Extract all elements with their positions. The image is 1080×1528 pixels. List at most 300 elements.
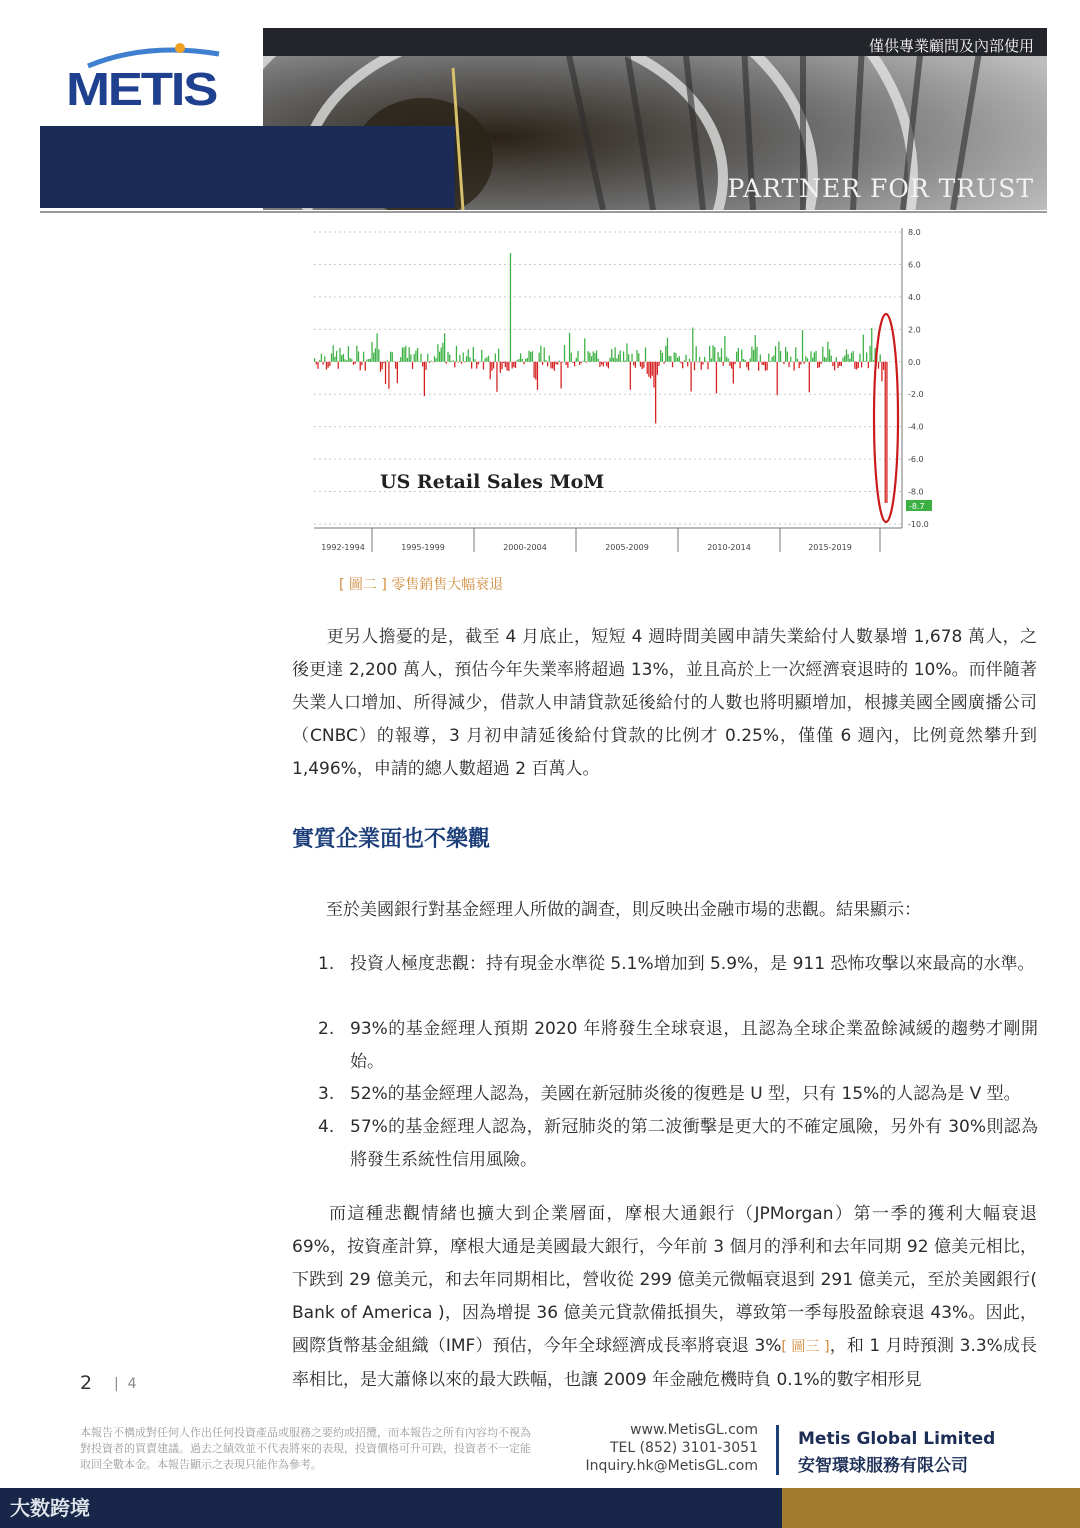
chart-bar <box>665 346 666 362</box>
chart-bar <box>559 361 560 362</box>
list-text: 投資人極度悲觀：持有現金水準從 5.1%增加到 5.9%，是 911 恐怖攻擊以來最高的水準。 <box>350 954 1035 974</box>
chart-bar <box>815 351 816 362</box>
chart-bar <box>442 343 443 362</box>
chart-bar <box>523 362 524 364</box>
chart-bar <box>844 356 845 362</box>
website-link[interactable]: www.MetisGL.com <box>630 1422 758 1438</box>
chart-bar <box>496 362 497 392</box>
chart-bar <box>685 355 686 362</box>
chart-bar <box>873 360 874 362</box>
chart-bar <box>851 353 852 362</box>
chart-bar <box>812 358 813 362</box>
chart-bar <box>464 362 465 363</box>
chart-bar <box>476 362 477 369</box>
company-name-zh: 安智環球服務有限公司 <box>798 1456 968 1476</box>
chart-bar <box>608 362 609 369</box>
footer-gold-block <box>782 1488 1080 1528</box>
chart-bar <box>446 362 447 364</box>
chart-bar <box>670 356 671 362</box>
chart-bar <box>478 362 479 365</box>
chart-bar <box>790 357 791 362</box>
chart-bar <box>393 362 394 363</box>
chart-bar <box>458 362 459 363</box>
chart-bar <box>881 362 882 381</box>
y-tick-label: 8.0 <box>908 228 921 237</box>
chart-bar <box>853 351 854 362</box>
chart-bar <box>479 362 480 363</box>
chart-bar <box>883 362 884 370</box>
chart-bar <box>647 362 648 374</box>
chart-bar <box>620 350 621 361</box>
chart-bar <box>409 347 410 362</box>
chart-bar <box>836 357 837 361</box>
chart-bar <box>322 362 323 365</box>
chart-bar <box>863 335 864 362</box>
chart-bar <box>356 346 357 362</box>
chart-bar <box>761 362 762 365</box>
chart-bar <box>572 362 573 363</box>
chart-bar <box>344 359 345 362</box>
chart-bar <box>616 358 617 361</box>
chart-bar <box>631 354 632 362</box>
chart-bar <box>650 362 651 379</box>
chart-bar <box>429 362 430 363</box>
chart-bar <box>361 362 362 365</box>
x-tick-label: 1992-1994 <box>321 543 365 552</box>
chart-bar <box>623 351 624 361</box>
chart-bar <box>648 362 649 377</box>
chart-bar <box>692 328 693 362</box>
chart-bar <box>694 362 695 370</box>
chart-bar <box>569 333 570 362</box>
y-tick-label: -8.0 <box>908 487 924 497</box>
chart-bar <box>822 347 823 362</box>
chart-bar <box>679 356 680 362</box>
last-value-label: -8.7 <box>909 502 925 511</box>
y-tick-label: 2.0 <box>908 325 921 335</box>
chart-bar <box>626 343 627 361</box>
chart-bar <box>371 342 372 362</box>
chart-bar <box>802 330 803 362</box>
chart-bar <box>807 358 808 361</box>
chart-bar <box>522 359 523 362</box>
chart-bar <box>787 352 788 362</box>
chart-bar <box>358 351 359 361</box>
chart-bar <box>827 342 828 362</box>
chart-bar <box>728 358 729 361</box>
chart-bar <box>869 346 870 362</box>
chart-bar <box>441 347 442 361</box>
y-tick-label: 4.0 <box>908 292 921 302</box>
chart-bar <box>768 354 769 362</box>
chart-bar <box>425 362 426 370</box>
chart-bar <box>451 361 452 362</box>
chart-bar <box>755 335 756 362</box>
figure-ref-3[interactable]: [ 圖三 ] <box>781 1339 830 1355</box>
chart-bar <box>640 362 641 367</box>
chart-bar <box>756 347 757 362</box>
chart-bar <box>527 358 528 362</box>
chart-bar <box>400 357 401 362</box>
chart-bar <box>587 351 588 362</box>
chart-bar <box>339 348 340 362</box>
chart-bar <box>658 362 659 366</box>
chart-bar <box>606 362 607 366</box>
chart-bar <box>316 362 317 365</box>
chart-bar <box>469 357 470 362</box>
chart-bar <box>726 357 727 362</box>
chart-bar <box>508 362 509 371</box>
chart-bar <box>636 350 637 362</box>
chart-bar <box>743 359 744 362</box>
chart-bar <box>739 362 740 368</box>
chart-bar <box>395 362 396 369</box>
chart-bar <box>550 362 551 369</box>
chart-bar <box>690 362 691 392</box>
chart-bar <box>704 357 705 362</box>
chart-bar <box>346 360 347 362</box>
chart-bar <box>326 362 327 370</box>
chart-bar <box>360 362 361 370</box>
chart-bar <box>474 359 475 362</box>
chart-bar <box>533 362 534 378</box>
chart-bar <box>334 357 335 362</box>
chart-bar <box>353 362 354 365</box>
chart-bar <box>711 359 712 362</box>
chart-bar <box>324 356 325 361</box>
chart-bar <box>859 354 860 362</box>
chart-bar <box>338 362 339 369</box>
chart-bar <box>560 362 561 389</box>
chart-bar <box>368 359 369 362</box>
page-total: | 4 <box>114 1376 137 1392</box>
chart-bar <box>405 346 406 362</box>
chart-bar <box>609 358 610 362</box>
chart-bar <box>584 338 585 361</box>
chart-bar <box>689 359 690 362</box>
chart-bar <box>349 358 350 362</box>
chart-bar <box>778 342 779 362</box>
chart-bar <box>684 360 685 361</box>
chart-bar <box>834 362 835 371</box>
chart-bar <box>557 362 558 365</box>
chart-bar <box>510 253 511 362</box>
retail-sales-chart <box>300 222 940 562</box>
chart-bar <box>424 362 425 396</box>
chart-bar <box>709 346 710 362</box>
chart-bar <box>858 362 859 368</box>
chart-bar <box>485 358 486 361</box>
chart-bar <box>653 362 654 388</box>
page-total-value: 4 <box>127 1376 137 1392</box>
chart-bar <box>724 336 725 362</box>
chart-bar <box>388 362 389 389</box>
caption-ref: [ 圖二 ] <box>339 577 387 593</box>
chart-bar <box>341 355 342 362</box>
chart-bar <box>515 362 516 368</box>
chart-bar <box>817 362 818 368</box>
x-tick-label: 2005-2009 <box>605 543 649 552</box>
chart-bar <box>760 354 761 361</box>
chart-bar <box>847 354 848 362</box>
chart-bar <box>721 348 722 362</box>
chart-bar <box>375 348 376 361</box>
chart-bar <box>829 349 830 361</box>
chart-bar <box>415 351 416 362</box>
chart-bar <box>630 362 631 390</box>
chart-bar <box>365 362 366 371</box>
chart-bar <box>328 362 329 368</box>
chart-bar <box>770 361 771 362</box>
chart-bar <box>780 351 781 362</box>
chart-bar <box>618 354 619 361</box>
chart-bar <box>436 358 437 361</box>
chart-bar <box>800 362 801 365</box>
chart-bar <box>314 358 315 362</box>
chart-bar <box>517 360 518 362</box>
chart-bar <box>363 352 364 362</box>
chart-bar <box>456 346 457 362</box>
chart-bar <box>505 362 506 367</box>
contact-info <box>560 1421 758 1475</box>
chart-bar <box>503 362 504 363</box>
chart-bar <box>596 350 597 361</box>
chart-bar <box>473 347 474 362</box>
chart-bar <box>772 357 773 362</box>
chart-bar <box>856 362 857 370</box>
chart-bar <box>420 354 421 362</box>
chart-bar <box>506 362 507 371</box>
chart-bar <box>376 333 377 361</box>
chart-bar <box>378 349 379 361</box>
chart-bar <box>795 347 796 361</box>
chart-bar <box>544 347 545 361</box>
chart-bar <box>471 362 472 369</box>
chart-bar <box>459 355 460 362</box>
x-tick-label: 2015-2019 <box>808 543 852 552</box>
chart-bar <box>452 360 453 362</box>
chart-bar <box>319 360 320 362</box>
chart-bar <box>729 362 730 366</box>
section-title: 實質企業面也不樂觀 <box>292 827 491 852</box>
chart-bar <box>387 360 388 361</box>
chart-bar <box>589 353 590 362</box>
chart-bar <box>880 354 881 361</box>
chart-bar <box>427 354 428 362</box>
chart-bar <box>579 362 580 365</box>
x-tick-label: 1995-1999 <box>401 543 445 552</box>
chart-bar <box>390 352 391 362</box>
chart-bar <box>696 346 697 362</box>
chart-bar <box>483 362 484 370</box>
chart-bar <box>702 362 703 365</box>
list-text: 57%的基金經理人認為，新冠肺炎的第二波衝擊是更大的不確定風險，另外有 30%則認為將發生系統性信用風險。 <box>350 1117 1038 1170</box>
chart-bar <box>397 362 398 383</box>
chart-bar <box>414 354 415 362</box>
chart-bar <box>493 362 494 369</box>
chart-bar <box>788 362 789 367</box>
chart-bar <box>809 362 810 393</box>
chart-bar <box>567 362 568 368</box>
y-tick-label: -4.0 <box>908 422 924 432</box>
internal-use-note: 僅供專業顧問及內部使用 <box>868 37 1034 55</box>
chart-bar <box>625 361 626 362</box>
chart-bar <box>463 352 464 361</box>
chart-bar <box>501 362 502 369</box>
chart-bar <box>804 362 805 364</box>
chart-bar <box>407 358 408 362</box>
chart-bar <box>854 362 855 369</box>
chart-bar <box>329 362 330 366</box>
chart-bar <box>444 333 445 361</box>
chart-bar <box>481 350 482 362</box>
chart-bar <box>343 354 344 362</box>
chart-bar <box>535 362 536 380</box>
chart-bar <box>717 352 718 362</box>
x-tick-label: 2000-2004 <box>503 543 547 552</box>
chart-bar <box>642 362 643 369</box>
y-tick-label: -6.0 <box>908 455 924 465</box>
chart-bar <box>638 353 639 361</box>
chart-bar <box>799 362 800 368</box>
x-tick-label: 2010-2014 <box>707 543 751 552</box>
chart-bar <box>447 352 448 362</box>
chart-bar <box>707 362 708 370</box>
chart-bar <box>518 359 519 362</box>
chart-bar <box>832 362 833 366</box>
chart-bar <box>403 347 404 361</box>
chart-bar <box>498 349 499 362</box>
chart-bar <box>490 362 491 379</box>
chart-bar <box>750 358 751 361</box>
chart-bar <box>528 351 529 362</box>
header-divider <box>40 211 1047 213</box>
chart-bar <box>871 328 872 362</box>
chart-bar <box>697 362 698 363</box>
chart-bar <box>782 362 783 363</box>
chart-bar <box>591 356 592 361</box>
chart-bar <box>419 361 420 362</box>
chart-bar <box>392 352 393 362</box>
chart-bar <box>500 362 501 373</box>
chart-bar <box>733 362 734 384</box>
chart-bar <box>333 345 334 361</box>
chart-bar <box>842 358 843 362</box>
chart-bar <box>810 351 811 361</box>
chart-bar <box>540 346 541 362</box>
chart-bar <box>731 362 732 369</box>
chart-bar <box>547 362 548 367</box>
chart-bar <box>667 338 668 362</box>
chart-bar <box>468 349 469 361</box>
chart-bar <box>766 362 767 371</box>
chart-bar <box>430 361 431 362</box>
chart-bar <box>603 362 604 367</box>
email-link[interactable]: Inquiry.hk@MetisGL.com <box>585 1458 758 1474</box>
chart-bar <box>512 362 513 369</box>
chart-bar <box>539 353 540 362</box>
chart-bar <box>366 359 367 361</box>
chart-bar <box>699 357 700 362</box>
chart-bar <box>434 356 435 362</box>
chart-bar <box>545 360 546 362</box>
chart-bar <box>321 354 322 362</box>
chart-bar <box>805 356 806 361</box>
paragraph-corporate-a: 而這種悲觀情緒也擴大到企業層面，摩根大通銀行（JPMorgan）第一季的獲利大幅衰退 69%，按資產計算，摩根大通是美國最大銀行，今年前 3 個月的淨利和去年同期 92 億美元相比，下跌到 29 億美元，和去年同期相比，營收從 299 億美元微幅衰退到 291 億美元，至於美國銀行( Bank of America )，因為增提 36 億美元貸款備抵損失，導致第一季每股盈餘衰退 43%。因此，國際貨幣基金組織（IMF）預估，今年全球經濟成長率將衰退 3% <box>292 1204 1037 1356</box>
list-number: 1. <box>318 954 335 974</box>
chart-bar <box>594 353 595 362</box>
chart-bar <box>773 355 774 361</box>
chart-bar <box>422 362 423 367</box>
chart-bar <box>495 353 496 361</box>
chart-bar <box>513 362 514 367</box>
chart-bar <box>593 351 594 361</box>
chart-bar <box>571 353 572 362</box>
chart-bar <box>628 354 629 361</box>
chart-bar <box>682 362 683 369</box>
chart-bar <box>745 360 746 362</box>
chart-bar <box>351 359 352 362</box>
chart-bar <box>398 361 399 362</box>
chart-bar <box>530 352 531 362</box>
chart-bar <box>525 359 526 362</box>
chart-bar <box>793 362 794 371</box>
chart-bars <box>314 253 888 503</box>
list-number: 4. <box>318 1117 335 1137</box>
chart-bar <box>751 347 752 362</box>
company-name-en: Metis Global Limited <box>798 1429 996 1449</box>
chart-bar <box>564 345 565 362</box>
chart-bar <box>373 353 374 362</box>
chart-bar <box>488 356 489 362</box>
chart-bar <box>849 359 850 362</box>
list-number: 3. <box>318 1084 335 1104</box>
chart-bar <box>826 358 827 362</box>
chart-bar <box>402 348 403 362</box>
paragraph-corporate-b: ，和 1 月時預測 3.3%成長率相比，是大蕭條以來的最大跌幅，也讓 2009 年金融危機時負 0.1%的數字相形見 <box>292 1336 1038 1390</box>
page-number: 2 <box>80 1372 93 1394</box>
chart-bar <box>868 362 869 368</box>
phone-number: TEL (852) 3101-3051 <box>609 1440 758 1456</box>
watermark: 大数跨境 <box>10 1496 90 1520</box>
chart-bar <box>439 352 440 362</box>
chart-bar <box>714 347 715 362</box>
caption-text: 零售銷售大幅衰退 <box>391 577 504 593</box>
chart-bar <box>687 362 688 367</box>
chart-bar <box>598 359 599 362</box>
chart-bar <box>581 362 582 363</box>
chart-bar <box>633 362 634 366</box>
chart-bar <box>746 362 747 367</box>
chart-bar <box>613 358 614 362</box>
chart-bar <box>675 353 676 362</box>
chart-bar <box>599 362 600 367</box>
chart-bar <box>432 362 433 363</box>
chart-bar <box>437 344 438 362</box>
chart-bar <box>712 345 713 362</box>
y-tick-label: 6.0 <box>908 260 921 270</box>
chart-bar <box>604 362 605 363</box>
chart-bar <box>652 362 653 376</box>
chart-bar <box>577 351 578 362</box>
chart-bar <box>841 362 842 366</box>
chart-bar <box>586 362 587 363</box>
x-tick-labels <box>321 528 880 552</box>
y-tick-label: 0.0 <box>908 357 921 367</box>
chart-bar <box>824 357 825 362</box>
chart-bar <box>331 353 332 361</box>
chart-bar <box>819 362 820 368</box>
